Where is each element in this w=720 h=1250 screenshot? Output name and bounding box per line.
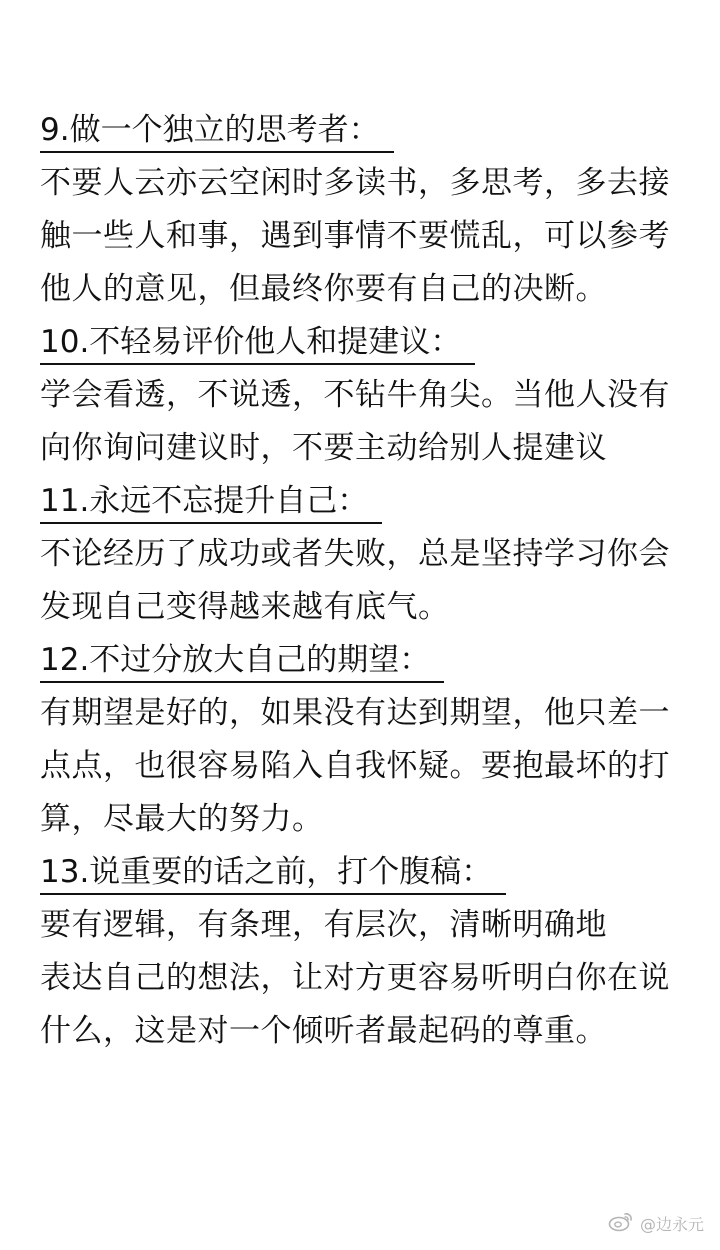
paragraph-line: 不要人云亦云空闲时多读书，多思考，多去接	[40, 165, 670, 201]
weibo-logo-icon	[608, 1210, 634, 1236]
paragraph-line: 有期望是好的，如果没有达到期望，他只差一	[40, 695, 670, 731]
watermark-text: @边永元	[639, 1214, 704, 1234]
article-body	[40, 104, 700, 1058]
paragraph-line: 要有逻辑，有条理，有层次，清晰明确地	[40, 907, 607, 943]
section-heading	[40, 634, 700, 687]
paragraph-line: 算，尽最大的努力。	[40, 801, 324, 837]
section-heading	[40, 104, 700, 157]
section-heading-text: 13.说重要的话之前，打个腹稿：	[40, 851, 506, 895]
paragraph-line: 发现自己变得越来越有底气。	[40, 589, 450, 625]
section-heading-text: 10.不轻易评价他人和提建议：	[40, 321, 475, 365]
section-heading-text: 11.永远不忘提升自己：	[40, 480, 382, 524]
section-heading-text: 9.做一个独立的思考者：	[40, 109, 394, 153]
section-heading-text: 12.不过分放大自己的期望：	[40, 639, 444, 683]
paragraph-line: 他人的意见，但最终你要有自己的决断。	[40, 271, 607, 307]
section-11	[40, 475, 700, 634]
paragraph-line: 什么，这是对一个倾听者最起码的尊重。	[40, 1013, 607, 1049]
paragraph-line: 向你询问建议时，不要主动给别人提建议	[40, 430, 607, 466]
section-13	[40, 846, 700, 1058]
paragraph-line: 点点，也很容易陷入自我怀疑。要抱最坏的打	[40, 748, 670, 784]
section-10	[40, 316, 700, 475]
section-9	[40, 104, 700, 316]
section-heading	[40, 846, 700, 899]
section-12	[40, 634, 700, 846]
paragraph-line: 学会看透，不说透，不钻牛角尖。当他人没有	[40, 377, 670, 413]
section-heading	[40, 475, 700, 528]
paragraph-line: 触一些人和事，遇到事情不要慌乱，可以参考	[40, 218, 670, 254]
watermark	[608, 1210, 704, 1236]
section-heading	[40, 316, 700, 369]
paragraph-line: 不论经历了成功或者失败，总是坚持学习你会	[40, 536, 670, 572]
paragraph-line: 表达自己的想法，让对方更容易听明白你在说	[40, 960, 670, 996]
